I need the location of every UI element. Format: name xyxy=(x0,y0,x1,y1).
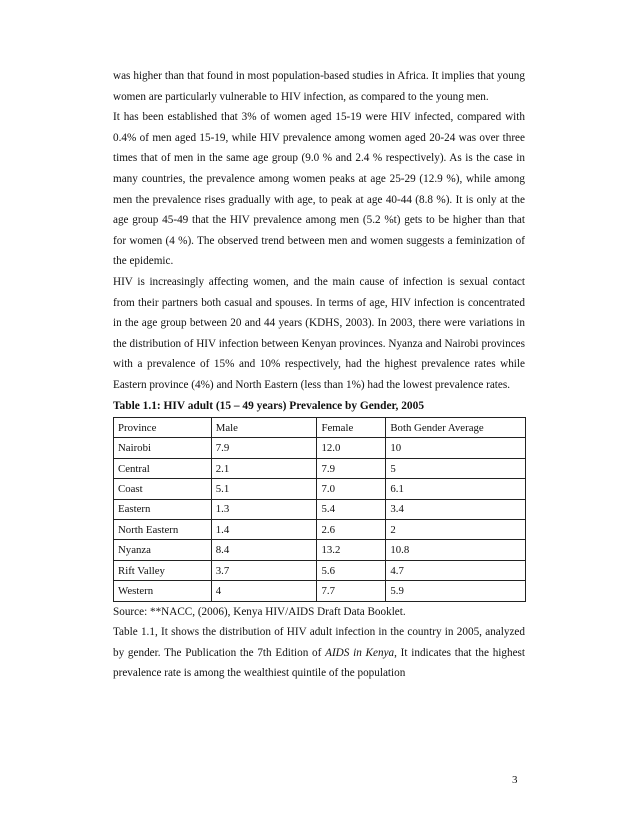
table-caption: Table 1.1: HIV adult (15 – 49 years) Prevalence by Gender, 2005 xyxy=(113,399,425,412)
closing-text-end: , It indicates that the highest prevalence rate is among the wealthiest quintile of the population xyxy=(113,646,526,680)
table-row xyxy=(114,560,526,580)
province-cell: Central xyxy=(114,458,212,478)
paragraph-3: HIV is increasingly affecting women, and the main cause of infection is sexual contact from their partners both casual and spouses. In terms of age, HIV infection is concentrated in the age group between 20 and 44 years (KDHS, 2003). In 2003, there were variations in the distribution of HIV infection between Kenyan provinces. Nyanza and Nairobi provinces with a prevalence of 15% and 10% respectively, had the highest prevalence rates while Eastern province (4%) and North Eastern (less than 1%) had the lowest prevalence rates. xyxy=(113,275,525,391)
value-cell: 7.9 xyxy=(317,458,386,478)
table-header-row xyxy=(114,418,526,438)
value-cell: 4.7 xyxy=(386,560,526,580)
value-cell: 2.6 xyxy=(317,520,386,540)
table-row xyxy=(114,499,526,519)
table-row xyxy=(114,479,526,499)
value-cell: 1.3 xyxy=(211,499,317,519)
table-row xyxy=(114,438,526,458)
value-cell: 7.7 xyxy=(317,581,386,601)
table-source: Source: **NACC, (2006), Kenya HIV/AIDS Draft Data Booklet. xyxy=(113,605,406,618)
value-cell: 8.4 xyxy=(211,540,317,560)
paragraph-1: was higher than that found in most population-based studies in Africa. It implies that young women are particularly vulnerable to HIV infection, as compared to the young men. xyxy=(113,70,525,103)
value-cell: 2 xyxy=(386,520,526,540)
prevalence-table xyxy=(113,417,526,602)
value-cell: 3.7 xyxy=(211,560,317,580)
value-cell: 4 xyxy=(211,581,317,601)
value-cell: 5.1 xyxy=(211,479,317,499)
value-cell: 6.1 xyxy=(386,479,526,499)
value-cell: 2.1 xyxy=(211,458,317,478)
province-cell: Rift Valley xyxy=(114,560,212,580)
province-cell: Eastern xyxy=(114,499,212,519)
value-cell: 10 xyxy=(386,438,526,458)
paragraph-2: It has been established that 3% of women aged 15-19 were HIV infected, compared with 0.4% of men aged 15-19, while HIV prevalence among women aged 20-24 was over three times that of men in the same age group (9.0 % and 2.4 % respectively). As is the case in many countries, the prevalence among women peaks at age 25-29 (12.9 %), while among men the prevalence rises gradually with age, to peak at age 40-44 (8.8 %). It is only at the age group 45-49 that the HIV prevalence among men (5.2 %t) gets to be higher than that for women (4 %). The observed trend between men and women suggests a feminization of the epidemic. xyxy=(113,111,525,268)
page-content xyxy=(113,66,525,684)
value-cell: 5.6 xyxy=(317,560,386,580)
province-cell: Nairobi xyxy=(114,438,212,458)
province-cell: Western xyxy=(114,581,212,601)
publication-title: AIDS in Kenya xyxy=(325,646,395,659)
table-row xyxy=(114,520,526,540)
header-cell: Province xyxy=(114,418,212,438)
closing-text-start: Table 1.1, It shows the distribution of HIV adult infection in the country in 2005, analyzed by gender. The Publication the 7th Edition of xyxy=(113,626,525,659)
header-cell: Both Gender Average xyxy=(386,418,526,438)
value-cell: 13.2 xyxy=(317,540,386,560)
value-cell: 10.8 xyxy=(386,540,526,560)
value-cell: 3.4 xyxy=(386,499,526,519)
value-cell: 5 xyxy=(386,458,526,478)
value-cell: 5.9 xyxy=(386,581,526,601)
header-cell: Male xyxy=(211,418,317,438)
table-row xyxy=(114,458,526,478)
page-number: 3 xyxy=(512,774,518,786)
value-cell: 7.9 xyxy=(211,438,317,458)
value-cell: 1.4 xyxy=(211,520,317,540)
value-cell: 7.0 xyxy=(317,479,386,499)
table-row xyxy=(114,581,526,601)
province-cell: Coast xyxy=(114,479,212,499)
header-cell: Female xyxy=(317,418,386,438)
closing-paragraph xyxy=(113,622,525,684)
province-cell: Nyanza xyxy=(114,540,212,560)
table-row xyxy=(114,540,526,560)
value-cell: 12.0 xyxy=(317,438,386,458)
province-cell: North Eastern xyxy=(114,520,212,540)
value-cell: 5.4 xyxy=(317,499,386,519)
